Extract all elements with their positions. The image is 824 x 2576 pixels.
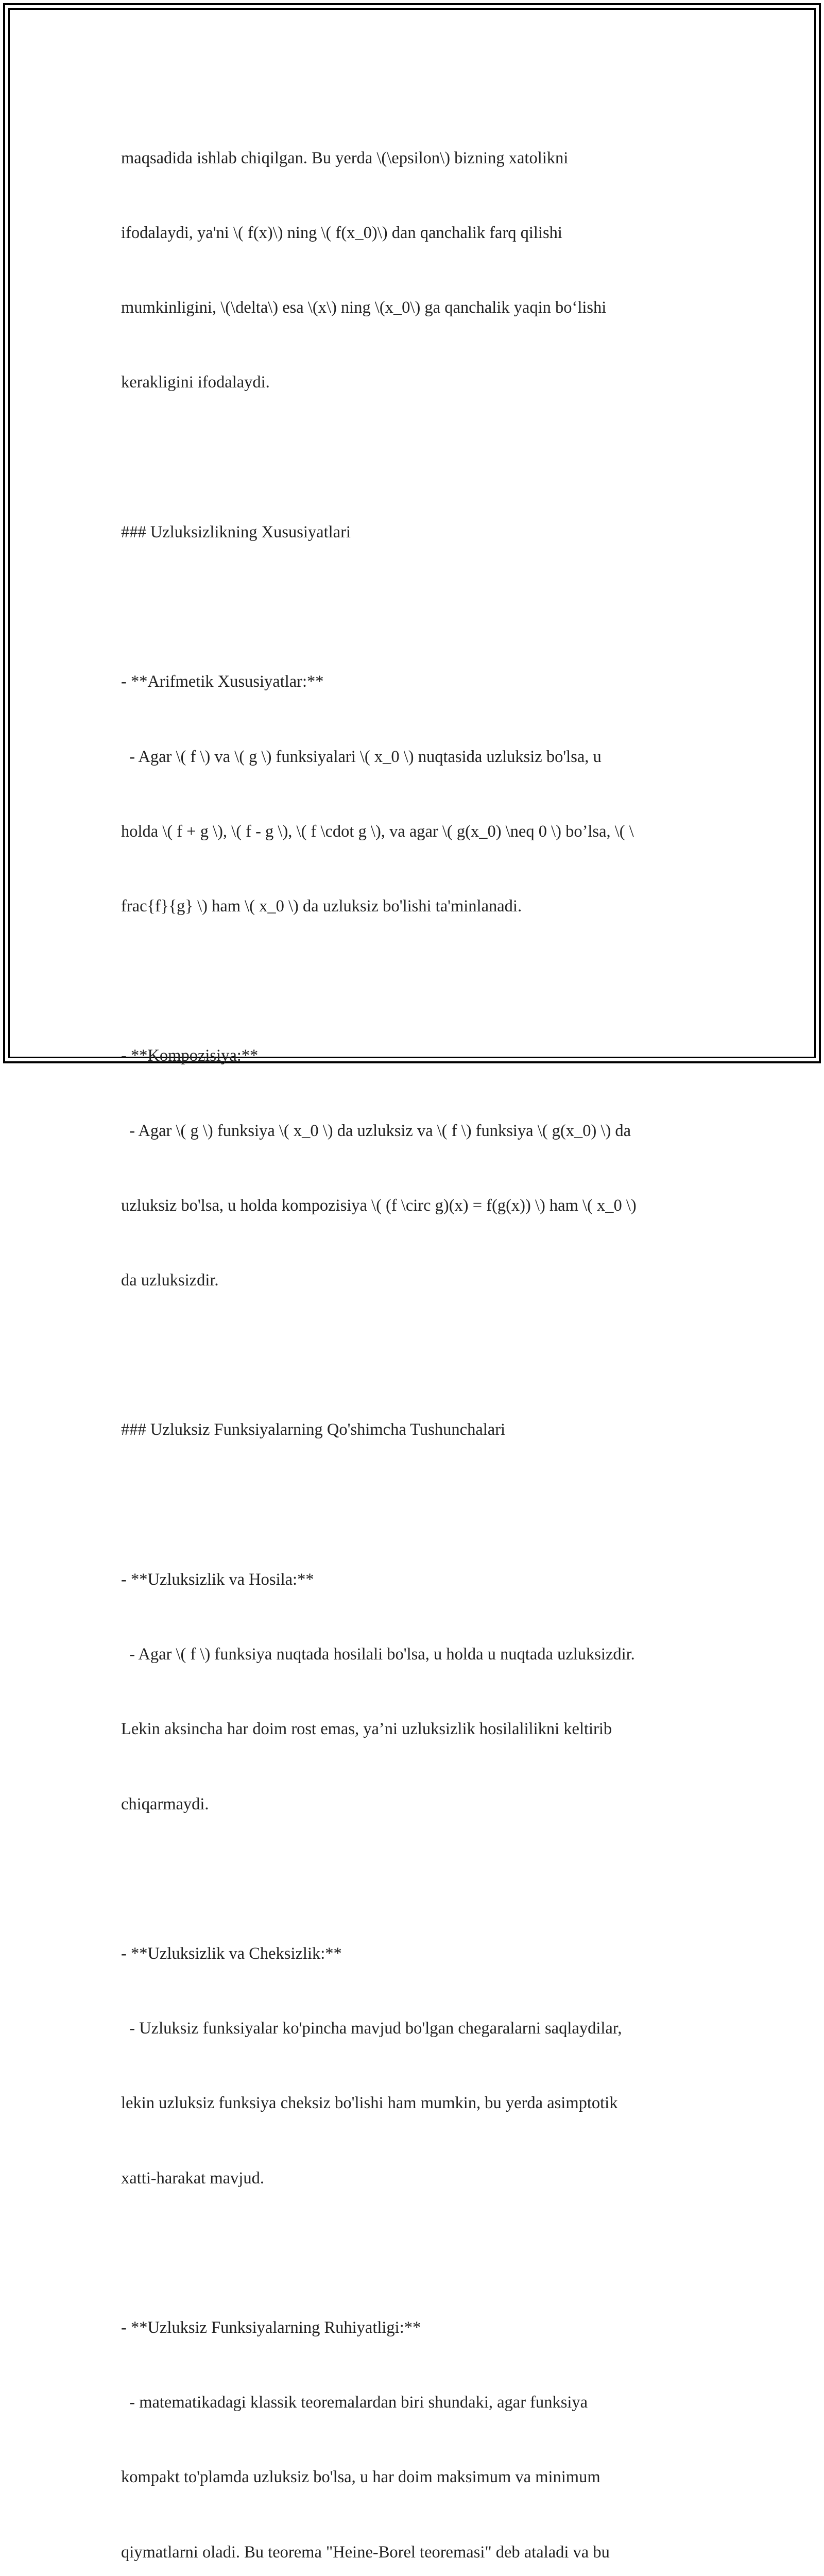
blank-line: [121, 595, 706, 619]
blank-line: [121, 445, 706, 470]
list-item-spirit-title: - **Uzluksiz Funksiyalarning Ruhiyatligi:**: [121, 2318, 421, 2337]
list-item-infinity-line-2: lekin uzluksiz funksiya cheksiz bo'lishi ham mumkin, bu yerda asimptotik: [121, 2094, 618, 2113]
list-item-composition-line-2: uzluksiz bo'lsa, u holda kompozisiya \( (f \circ g)(x) = f(g(x)) \) ham \( x_0 \): [121, 1196, 637, 1215]
list-item-derivative-title: - **Uzluksizlik va Hosila:**: [121, 1570, 314, 1589]
list-item-derivative-line-3: chiqarmaydi.: [121, 1794, 209, 1814]
list-item-composition-line-1: - Agar \( g \) funksiya \( x_0 \) da uzluksiz va \( f \) funksiya \( g(x_0) \) da: [121, 1121, 631, 1140]
list-item-derivative-line-2: Lekin aksincha har doim rost emas, ya’ni uzluksizlik hosilalilikni keltirib: [121, 1720, 612, 1739]
list-item-arithmetic-title: - **Arifmetik Xususiyatlar:**: [121, 672, 324, 691]
list-item-spirit-line-3: qiymatlarni oladi. Bu teorema "Heine-Borel teoremasi" deb ataladi va bu: [121, 2543, 610, 2562]
section-heading-properties: ### Uzluksizlikning Xususiyatlari: [121, 522, 351, 541]
blank-line: [121, 969, 706, 993]
paragraph-intro-line-4: kerakligini ifodalaydi.: [121, 373, 270, 392]
blank-line: [121, 1343, 706, 1367]
blank-line: [121, 1493, 706, 1517]
section-heading-additional-concepts: ### Uzluksiz Funksiyalarning Qo'shimcha Tushunchalari: [121, 1420, 506, 1439]
blank-line: [121, 1867, 706, 1891]
list-item-composition-title: - **Kompozisiya:**: [121, 1046, 259, 1065]
list-item-infinity-line-3: xatti-harakat mavjud.: [121, 2168, 264, 2188]
list-item-arithmetic-line-3: frac{f}{g} \) ham \( x_0 \) da uzluksiz bo'lishi ta'minlanadi.: [121, 896, 522, 916]
list-item-spirit-line-2: kompakt to'plamda uzluksiz bo'lsa, u har doim maksimum va minimum: [121, 2468, 600, 2487]
paragraph-intro-line-2: ifodalaydi, ya'ni \( f(x)\) ning \( f(x_0)\) dan qanchalik farq qilishi: [121, 224, 562, 243]
blank-line: [121, 2241, 706, 2265]
list-item-infinity-line-1: - Uzluksiz funksiyalar ko'pincha mavjud bo'lgan chegaralarni saqlaydilar,: [121, 2019, 622, 2038]
list-item-infinity-title: - **Uzluksizlik va Cheksizlik:**: [121, 1944, 342, 1963]
document-body: [121, 96, 706, 2576]
list-item-derivative-line-1: - Agar \( f \) funksiya nuqtada hosilali bo'lsa, u holda u nuqtada uzluksizdir.: [121, 1645, 635, 1664]
list-item-arithmetic-line-1: - Agar \( f \) va \( g \) funksiyalari \( x_0 \) nuqtasida uzluksiz bo'lsa, u: [121, 747, 602, 766]
paragraph-intro-line-1: maqsadida ishlab chiqilgan. Bu yerda \(\epsilon\) bizning xatolikni: [121, 148, 569, 167]
list-item-spirit-line-1: - matematikadagi klassik teoremalardan biri shundaki, agar funksiya: [121, 2393, 588, 2412]
list-item-arithmetic-line-2: holda \( f + g \), \( f - g \), \( f \cdot g \), va agar \( g(x_0) \neq 0 \) bo’lsa, \( \: [121, 822, 634, 841]
list-item-composition-line-3: da uzluksizdir.: [121, 1271, 219, 1290]
paragraph-intro-line-3: mumkinligini, \(\delta\) esa \(x\) ning \(x_0\) ga qanchalik yaqin bo‘lishi: [121, 298, 607, 317]
